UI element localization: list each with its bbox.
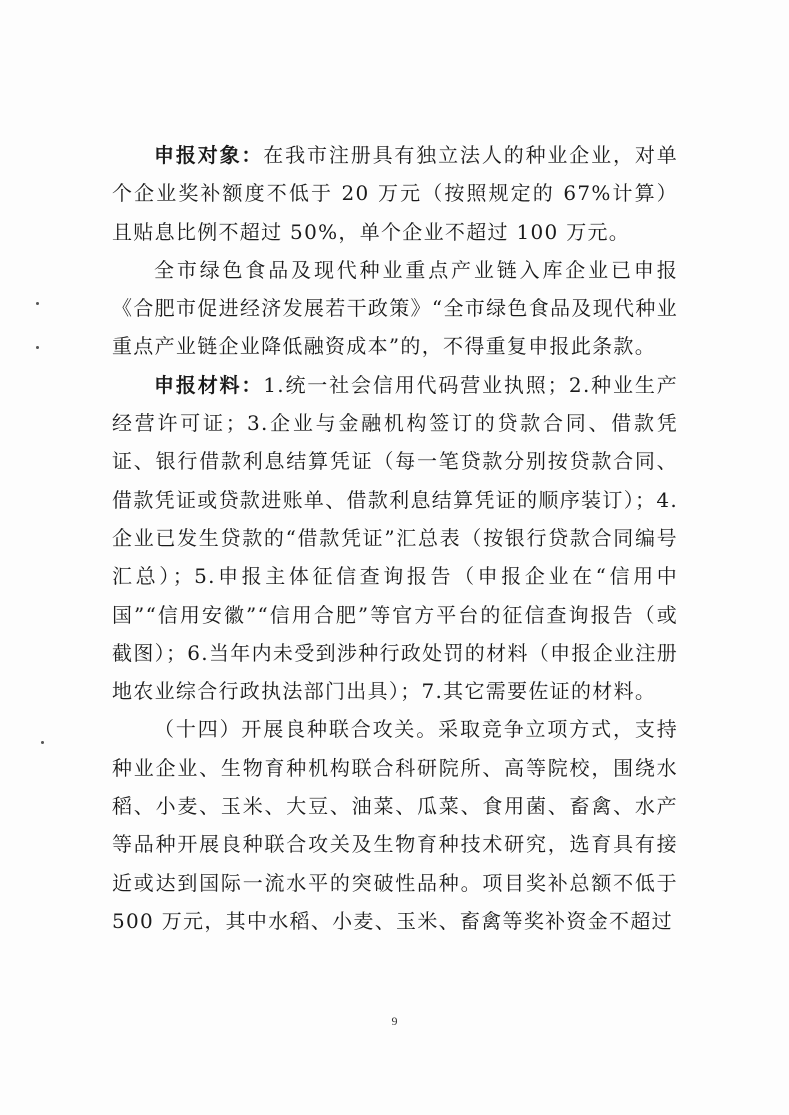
scan-speck [36, 302, 39, 305]
text-breeding-research: （十四）开展良种联合攻关。采取竞争立项方式，支持种业企业、生物育种机构联合科研院所、高等院校，围绕水稻、小麦、玉米、大豆、油菜、瓜菜、食用菌、畜禽、水产等品种开展良种联合攻关及生物育种技术研究，选育具有接近或达到国际一流水平的突破性品种。项目奖补总额不低于 500 万元，其中水稻、小麦、玉米、畜禽等奖补资金不超过 [112, 717, 678, 933]
text-application-materials: 1.统一社会信用代码营业执照；2.种业生产经营许可证；3.企业与金融机构签订的贷款合同、借款凭证、银行借款利息结算凭证（每一笔贷款分别按贷款合同、借款凭证或贷款进账单、借款利息结算凭证的顺序装订）；4.企业已发生贷款的“借款凭证”汇总表（按银行贷款合同编号汇总）；5.申报主体征信查询报告（申报企业在“信用中国”“信用安徽”“信用合肥”等官方平台的征信查询报告（或截图）；6.当年内未受到涉种行政处罚的材料（申报企业注册地农业综合行政执法部门出具）；7.其它需要佐证的材料。 [112, 372, 678, 704]
paragraph-application-target [112, 136, 678, 251]
label-application-materials: 申报材料： [154, 372, 264, 397]
text-application-target: 在我市注册具有独立法人的种业企业，对单个企业奖补额度不低于 20 万元（按照规定的 67%计算）且贴息比例不超过 50%，单个企业不超过 100 万元。 [112, 143, 679, 244]
paragraph-no-duplicate [112, 251, 678, 366]
paragraph-breeding-research [112, 710, 678, 940]
body-text [112, 136, 678, 940]
label-application-target: 申报对象： [154, 143, 264, 167]
text-no-duplicate: 全市绿色食品及现代种业重点产业链入库企业已申报《合肥市促进经济发展若干政策》“全市绿色食品及现代种业重点产业链企业降低融资成本”的，不得重复申报此条款。 [112, 257, 678, 359]
page-number: 9 [391, 1014, 398, 1028]
paragraph-application-materials [112, 366, 678, 711]
scan-speck [41, 741, 44, 744]
scan-speck [36, 346, 39, 349]
